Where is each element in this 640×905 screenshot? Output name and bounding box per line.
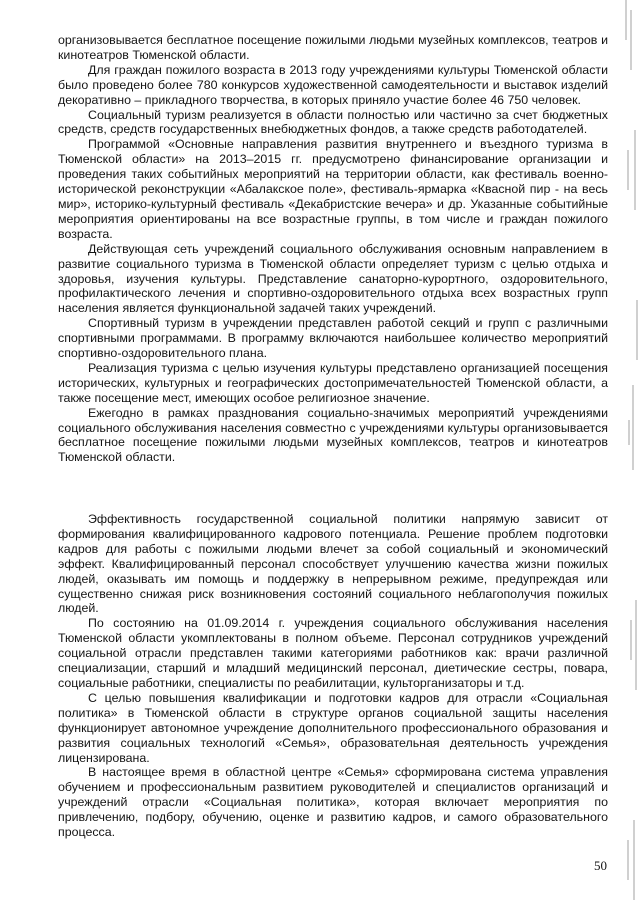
paragraph: организовывается бесплатное посещение пожилыми людьми музейных комплексов, театров и кинотеатров Тюменской области.: [58, 33, 608, 62]
text-block-top: [58, 33, 608, 465]
paragraph: Эффективность государственной социальной политики напрямую зависит от формирования квалифицированного кадрового потенциала. Решение проблем подготовки кадров для работы с пожилыми людьми влечет за собой социальный и экономический эффект. Квалифицированный персонал способствует улучшению качества жизни пожилых людей, оказывать им помощь и поддержку в непрерывном режиме, предупреждая или существенно снижая риск возникновения состояний социального неблагополучия пожилых людей.: [58, 512, 608, 616]
paragraph: По состоянию на 01.09.2014 г. учреждения социального обслуживания населения Тюменской области укомплектованы в полном объеме. Персонал сотрудников учреждений социальной отрасли представлен такими категориями работников как: врачи различной специализации, старший и младший медицинский персонал, диетические сестры, повара, социальные работники, специалисты по реабилитации, культорганизаторы и т.д.: [58, 616, 608, 690]
scan-edge-noise: [604, 0, 640, 905]
paragraph: Спортивный туризм в учреждении представлен работой секций и групп с различными спортивными программами. В программу включаются наибольшее количество мероприятий спортивно-оздоровительного плана.: [58, 316, 608, 361]
paragraph: Действующая сеть учреждений социального обслуживания основным направлением в развитие социального туризма в Тюменской области определяет туризм с целью отдыха и здоровья, изучения культуры. Представление санаторно-курортного, оздоровительного, профилактического лечения и спортивно-оздоровительного отдыха всех возрастных групп населения является функциональной задачей таких учреждений.: [58, 241, 608, 316]
text-block-bottom: [58, 512, 608, 840]
paragraph: Программой «Основные направления развития внутреннего и въездного туризма в Тюменской области» на 2013–2015 гг. предусмотрено финансирование организации и проведения таких событийных мероприятий на территории области, как фестиваль военно-исторической реконструкции «Абалакское поле», фестиваль-ярмарка «Квасной пир - на весь мир», историко-культурный фестиваль «Декабристские вечера» и др. Указанные событийные мероприятия ориентированы на все возрастные группы, в том числе и граждан пожилого возраста.: [58, 137, 608, 241]
paragraph: Социальный туризм реализуется в области полностью или частично за счет бюджетных средств, средств государственных внебюджетных фондов, а также средств работодателей.: [58, 107, 608, 137]
page-number: 50: [594, 858, 607, 873]
paragraph: С целью повышения квалификации и подготовки кадров для отрасли «Социальная политика» в Тюменской области в структуре органов социальной защиты населения функционирует автономное учреждение дополнительного профессионального образования и развития социальных технологий «Семья», образовательная деятельность учреждения лицензирована.: [58, 690, 608, 765]
paragraph: Для граждан пожилого возраста в 2013 году учреждениями культуры Тюменской области было проведено более 780 конкурсов художественной самодеятельности и выставок изделий декоративно – прикладного творчества, в которых приняло участие более 46 750 человек.: [58, 62, 608, 107]
paragraph: Реализация туризма с целью изучения культуры представлено организацией посещения исторических, культурных и географических достопримечательностей Тюменской области, а также посещение мест, имеющих особое религиозное значение.: [58, 360, 608, 405]
paragraph: В настоящее время в областной центре «Семья» сформирована система управления обучением и профессиональным развитием руководителей и специалистов организаций и учреждений отрасли «Социальная политика», которая включает мероприятия по привлечению, подбору, обучению, оценке и развитию кадров, и самого образовательного процесса.: [58, 765, 608, 840]
paragraph: Ежегодно в рамках празднования социально-значимых мероприятий учреждениями социального обслуживания населения совместно с учреждениями культуры организовывается бесплатное посещение пожилыми людьми музейных комплексов, театров и кинотеатров Тюменской области.: [58, 405, 608, 465]
